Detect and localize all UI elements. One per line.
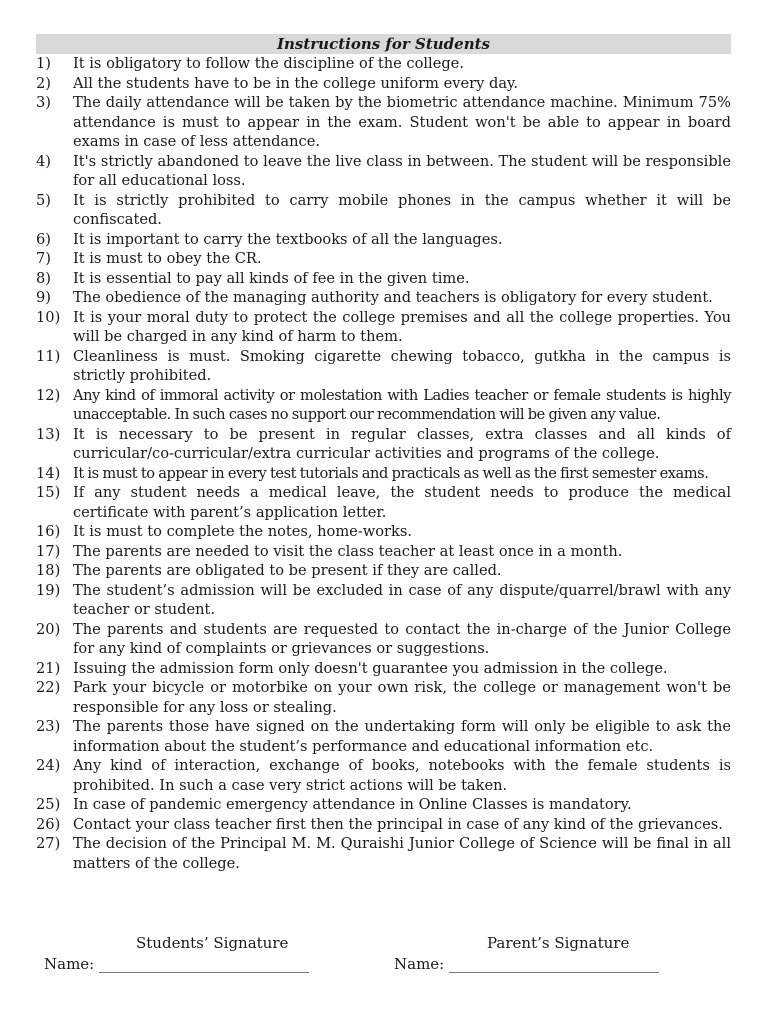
student-name-line: Name: ____________________________ [44,955,309,973]
list-item [36,288,731,308]
item-number: 22) [36,679,61,696]
item-text: The student’s admission will be excluded in case of any dispute/quarrel/brawl with any teacher or student. [73,581,731,618]
item-text: Park your bicycle or motorbike on your own risk, the college or management won't be responsible for any loss or stealing. [73,679,731,716]
page-title: Instructions for Students [36,34,731,54]
list-item [36,425,731,464]
item-number: 6) [36,230,51,248]
item-text: Cleanliness is must. Smoking cigarette chewing tobacco, gutkha in the campus is strictly prohibited. [73,347,731,384]
list-item [36,620,731,659]
item-text: In case of pandemic emergency attendance in Online Classes is mandatory. [73,796,632,813]
list-item [36,54,731,74]
list-item [36,191,731,230]
item-text: It is necessary to be present in regular classes, extra classes and all kinds of curricular/co-curricular/extra curricular activities and programs of the college. [73,425,731,462]
item-number: 20) [36,620,61,638]
item-number: 11) [36,347,61,365]
list-item [36,834,731,873]
parent-name-line: Name: ____________________________ [394,955,659,973]
item-text: It is important to carry the textbooks of all the languages. [73,230,503,248]
list-item [36,347,731,386]
list-item [36,522,731,542]
list-item [36,464,731,484]
list-item [36,581,731,620]
list-item [36,483,731,522]
list-item [36,678,731,717]
list-item [36,308,731,347]
item-text: It is essential to pay all kinds of fee in the given time. [73,269,470,287]
item-text: The parents are needed to visit the class teacher at least once in a month. [73,542,623,560]
item-text: Any kind of immoral activity or molestation with Ladies teacher or female students is highly unacceptable. In such cases no support our recommendation will be given any value. [73,386,731,423]
list-item [36,815,731,835]
list-item [36,561,731,581]
list-item [36,717,731,756]
item-number: 15) [36,484,61,501]
list-item [36,795,731,815]
item-number: 27) [36,835,61,852]
item-text: It is strictly prohibited to carry mobile phones in the campus whether it will be confiscated. [73,191,731,228]
item-text: All the students have to be in the college uniform every day. [73,74,518,92]
list-item [36,386,731,425]
item-text: The obedience of the managing authority and teachers is obligatory for every student. [73,289,713,306]
list-item [36,152,731,191]
list-item [36,269,731,289]
item-text: The parents are obligated to be present if they are called. [73,562,502,579]
item-number: 3) [36,94,51,111]
list-item [36,756,731,795]
item-text: It is must to complete the notes, home-works. [73,523,412,540]
item-number: 19) [36,581,61,599]
item-number: 24) [36,757,61,774]
item-text: It is must to appear in every test tutorials and practicals as well as the first semester exams. [73,464,709,482]
item-number: 14) [36,464,61,482]
student-signature-label: Students’ Signature [136,934,289,952]
parent-signature-label: Parent’s Signature [487,934,630,952]
item-number: 8) [36,269,51,287]
list-item [36,74,731,94]
item-text: It's strictly abandoned to leave the live class in between. The student will be responsible for all educational loss. [73,152,731,189]
list-item [36,93,731,152]
item-text: Contact your class teacher first then the principal in case of any kind of the grievances. [73,815,723,833]
item-number: 16) [36,523,61,540]
item-number: 9) [36,289,51,306]
item-text: If any student needs a medical leave, the student needs to produce the medical certificate with parent’s application letter. [73,484,731,521]
item-text: The parents and students are requested to contact the in-charge of the Junior College for any kind of complaints or grievances or suggestions. [73,620,731,657]
item-text: It is your moral duty to protect the college premises and all the college properties. You will be charged in any kind of harm to them. [73,308,731,345]
item-text: It is must to obey the CR. [73,250,262,267]
item-text: The decision of the Principal M. M. Quraishi Junior College of Science will be final in all matters of the college. [73,835,731,872]
item-number: 26) [36,815,61,833]
item-text: Any kind of interaction, exchange of books, notebooks with the female students is prohibited. In such a case very strict actions will be taken. [73,757,731,794]
item-text: The daily attendance will be taken by the biometric attendance machine. Minimum 75% attendance is must to appear in the exam. Student won't be able to appear in board exams in case of less attendance. [73,94,731,150]
item-number: 2) [36,74,51,92]
item-number: 12) [36,386,61,404]
list-item [36,542,731,562]
item-number: 4) [36,152,51,170]
item-text: The parents those have signed on the undertaking form will only be eligible to ask the information about the student’s performance and educational information etc. [73,718,731,755]
item-number: 17) [36,542,61,560]
item-number: 7) [36,250,51,267]
list-item [36,249,731,269]
item-number: 18) [36,562,61,579]
item-number: 10) [36,308,61,326]
item-text: Issuing the admission form only doesn't guarantee you admission in the college. [73,659,668,677]
item-number: 25) [36,796,61,813]
list-item [36,230,731,250]
item-number: 5) [36,191,51,209]
item-number: 13) [36,425,61,443]
item-number: 1) [36,55,51,72]
instructions-list [36,54,731,873]
item-text: It is obligatory to follow the discipline of the college. [73,55,464,72]
item-number: 23) [36,718,61,735]
item-number: 21) [36,659,61,677]
list-item [36,659,731,679]
